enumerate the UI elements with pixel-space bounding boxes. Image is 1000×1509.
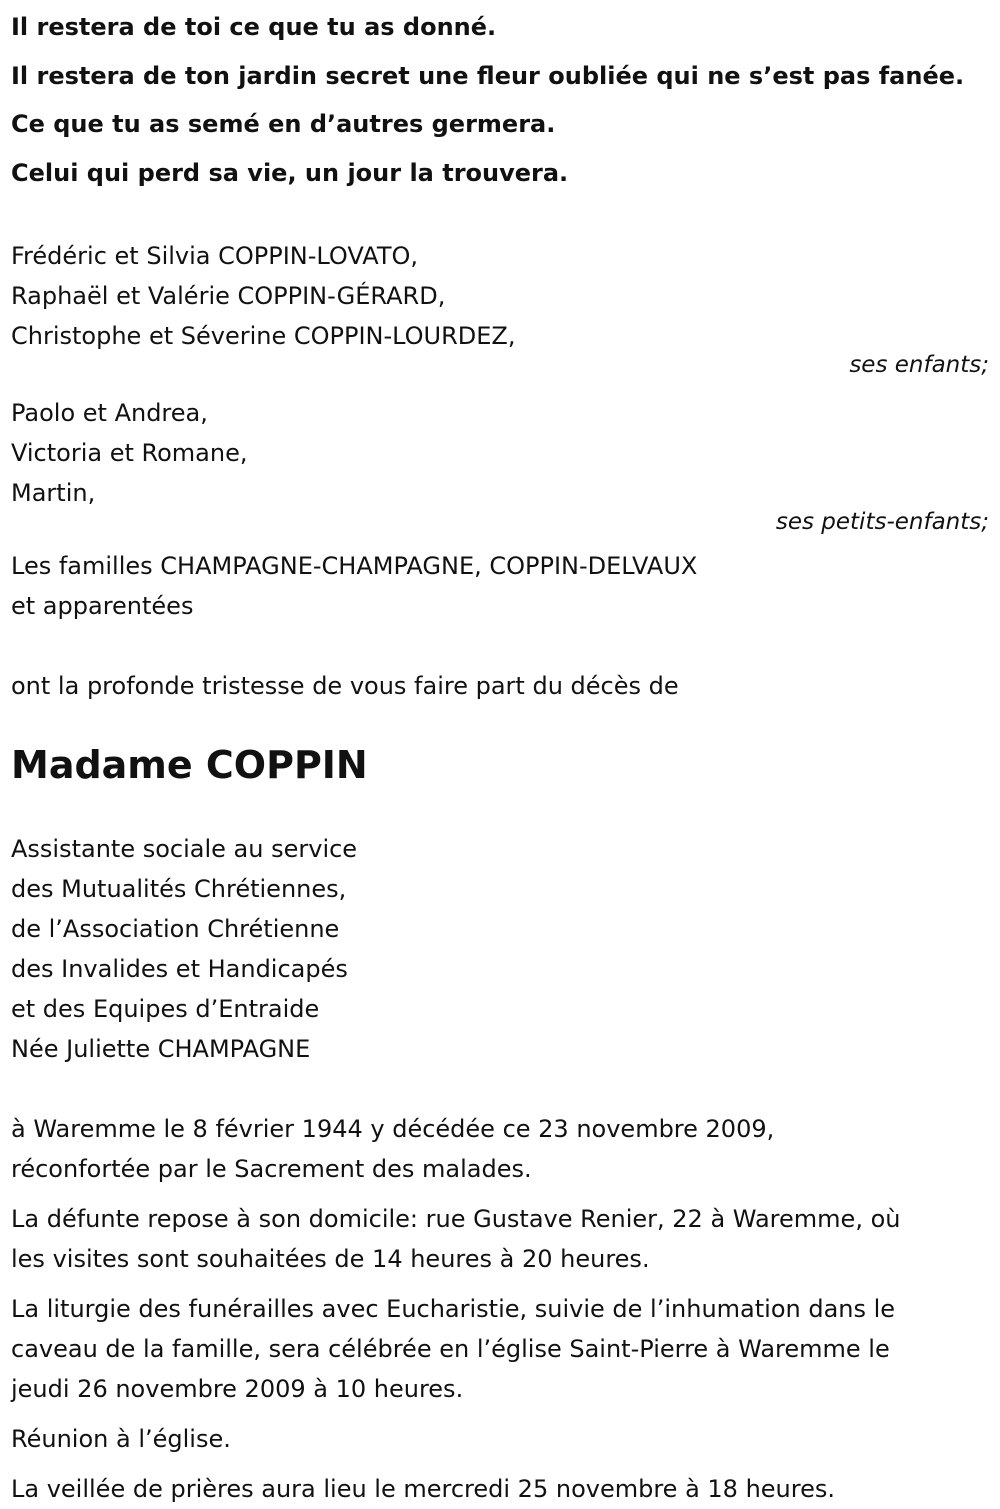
families-block	[11, 546, 991, 626]
family-line: Les familles CHAMPAGNE-CHAMPAGNE, COPPIN-DELVAUX	[11, 552, 698, 580]
occupation-line: de l’Association Chrétienne	[11, 915, 340, 943]
poem-line: Celui qui perd sa vie, un jour la trouvera.	[11, 158, 569, 187]
occupation-line: des Mutualités Chrétiennes,	[11, 875, 347, 903]
occupation-line: des Invalides et Handicapés	[11, 955, 348, 983]
poem-line: Il restera de ton jardin secret une fleur oubliée qui ne s’est pas fanée.	[11, 61, 965, 90]
child-line: Christophe et Séverine COPPIN-LOURDEZ,	[11, 322, 516, 350]
occupation-line: Née Juliette CHAMPAGNE	[11, 1035, 311, 1063]
funeral-line: caveau de la famille, sera célébrée en l’église Saint-Pierre à Waremme le	[11, 1335, 890, 1363]
visitation-block	[11, 1199, 991, 1279]
child-line: Frédéric et Silvia COPPIN-LOVATO,	[11, 242, 418, 270]
occupation-line: Assistante sociale au service	[11, 835, 358, 863]
family-line: et apparentées	[11, 592, 194, 620]
children-role: ses enfants;	[849, 352, 989, 378]
grandchildren-block	[11, 393, 991, 535]
poem-line: Il restera de toi ce que tu as donné.	[11, 13, 497, 41]
deceased-name: Madame COPPIN	[11, 743, 368, 787]
meeting-note: Réunion à l’église.	[11, 1425, 231, 1453]
grandchildren-role: ses petits-enfants;	[775, 509, 989, 535]
obituary-notice	[11, 0, 991, 1509]
funeral-line: jeudi 26 novembre 2009 à 10 heures.	[11, 1375, 464, 1403]
grandchild-line: Victoria et Romane,	[11, 439, 248, 467]
announcement: ont la profonde tristesse de vous faire part du décès de	[11, 672, 679, 700]
funeral-block	[11, 1289, 991, 1409]
birth-death-line: à Waremme le 8 février 1944 y décédée ce 23 novembre 2009,	[11, 1115, 775, 1143]
poem-block	[11, 3, 991, 197]
funeral-line: La liturgie des funérailles avec Eucharistie, suivie de l’inhumation dans le	[11, 1295, 896, 1323]
poem-line: Ce que tu as semé en d’autres germera.	[11, 110, 556, 138]
visitation-line: La défunte repose à son domicile: rue Gustave Renier, 22 à Waremme, où	[11, 1205, 901, 1233]
occupation-block	[11, 829, 991, 1069]
birth-death-line: réconfortée par le Sacrement des malades.	[11, 1155, 532, 1183]
child-line: Raphaël et Valérie COPPIN-GÉRARD,	[11, 282, 446, 310]
grandchild-line: Martin,	[11, 479, 96, 507]
vigil-note: La veillée de prières aura lieu le mercredi 25 novembre à 18 heures.	[11, 1475, 835, 1503]
grandchild-line: Paolo et Andrea,	[11, 399, 208, 427]
birth-death-block	[11, 1109, 991, 1189]
children-block	[11, 236, 991, 378]
visitation-line: les visites sont souhaitées de 14 heures à 20 heures.	[11, 1245, 650, 1273]
occupation-line: et des Equipes d’Entraide	[11, 995, 320, 1023]
